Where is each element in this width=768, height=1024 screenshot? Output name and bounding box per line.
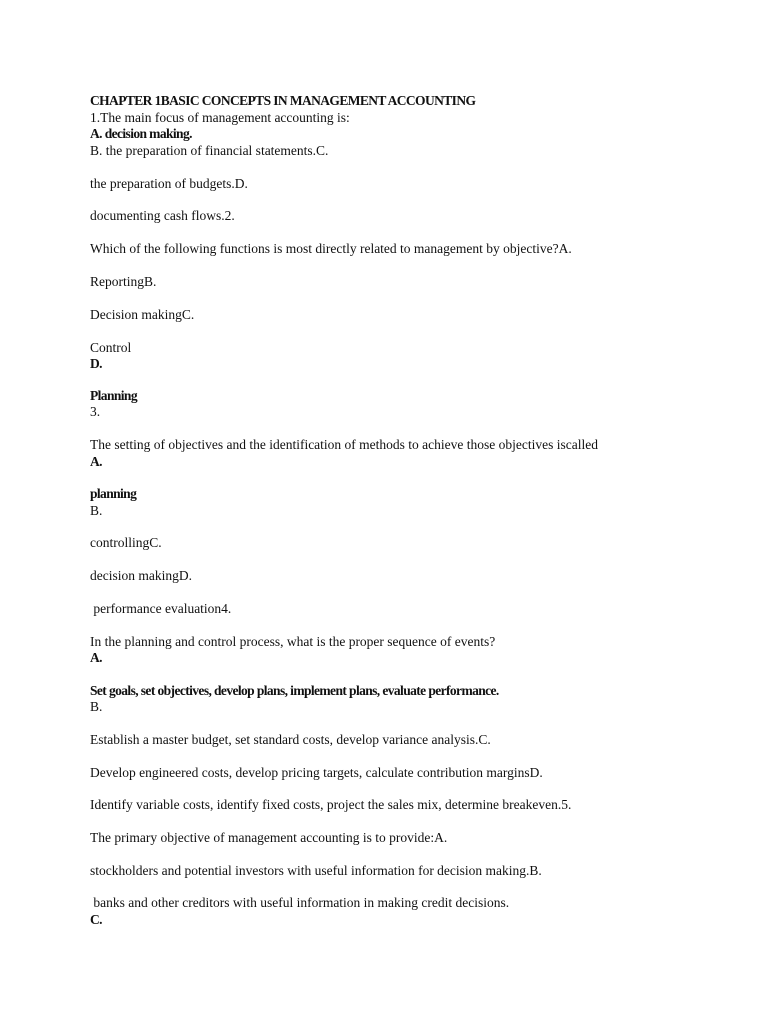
question-4-stem: In the planning and control process, what is the proper sequence of events? [90, 634, 496, 649]
question-2-option-b: Decision makingC. [90, 307, 195, 322]
question-3-answer-text: planning [90, 486, 137, 501]
question-4-answer-text: Set goals, set objectives, develop plans, implement plans, evaluate performance. [90, 683, 499, 698]
question-3-option-b-label: B. [90, 503, 103, 518]
question-2-stem: Which of the following functions is most directly related to management by objective?A. [90, 241, 572, 256]
question-3-answer-label: A. [90, 454, 102, 469]
question-4-option-d: Identify variable costs, identify fixed costs, project the sales mix, determine breakeven.5. [90, 797, 572, 812]
question-4-option-b-label: B. [90, 699, 103, 714]
question-1-option-c: the preparation of budgets.D. [90, 176, 248, 191]
question-4-option-c: Develop engineered costs, develop pricing targets, calculate contribution marginsD. [90, 765, 543, 780]
question-3-option-b: controllingC. [90, 535, 162, 550]
question-1-option-d: documenting cash flows.2. [90, 208, 235, 223]
question-1-option-b: B. the preparation of financial statements.C. [90, 143, 329, 158]
question-3-stem: The setting of objectives and the identification of methods to achieve those objectives iscalled [90, 437, 598, 452]
question-1-answer-a: A. decision making. [90, 126, 192, 141]
question-2-answer-label: D. [90, 356, 102, 371]
question-3-option-d: performance evaluation4. [90, 601, 232, 616]
chapter-title: CHAPTER 1BASIC CONCEPTS IN MANAGEMENT ACCOUNTING [90, 93, 476, 108]
question-2-answer-text: Planning [90, 388, 137, 403]
question-5-option-b: banks and other creditors with useful information in making credit decisions. [90, 895, 510, 910]
question-5-option-a: stockholders and potential investors with useful information for decision making.B. [90, 863, 542, 878]
question-2-option-c: Control [90, 340, 132, 355]
question-5-stem: The primary objective of management accounting is to provide:A. [90, 830, 448, 845]
question-5-option-c-label: C. [90, 912, 102, 927]
question-2-option-a: ReportingB. [90, 274, 157, 289]
question-3-option-c: decision makingD. [90, 568, 192, 583]
question-3-number: 3. [90, 404, 101, 419]
question-4-answer-label: A. [90, 650, 102, 665]
question-1-stem: 1.The main focus of management accounting is: [90, 110, 350, 125]
question-4-option-b: Establish a master budget, set standard costs, develop variance analysis.C. [90, 732, 491, 747]
